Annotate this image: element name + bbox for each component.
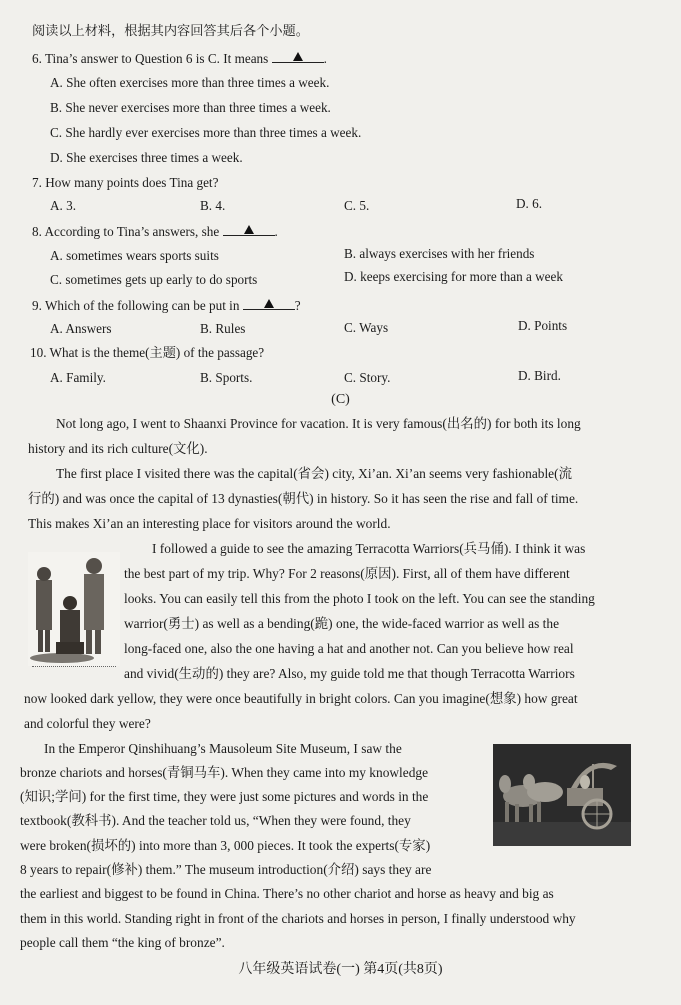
passage-line: the best part of my trip. Why? For 2 reasons(原因). First, all of them have different xyxy=(124,566,570,581)
option-9b: B. Rules xyxy=(200,321,246,336)
question-10-stem xyxy=(30,344,264,362)
passage-line: people call them “the king of bronze”. xyxy=(20,935,225,950)
triangle-icon xyxy=(264,299,274,308)
option-9d: D. Points xyxy=(518,318,568,333)
question-text: Which of the following can be put in xyxy=(44,298,240,313)
option-6d: D. She exercises three times a week. xyxy=(50,150,243,165)
passage-line: textbook(教科书). And the teacher told us, “When they were found, they xyxy=(20,813,411,828)
passage-line: long-faced one, also the one having a hat and another not. Can you believe how real xyxy=(124,641,574,656)
question-number: 6. xyxy=(32,51,42,66)
triangle-icon xyxy=(293,52,303,61)
passage-line: looks. You can easily tell this from the photo I took on the left. You can see the standing xyxy=(124,591,595,606)
option-8d: D. keeps exercising for more than a week xyxy=(344,269,563,284)
question-9-stem: 9. Which of the following can be put in ? xyxy=(32,298,301,313)
answer-blank xyxy=(223,222,275,236)
option-7d: D. 6. xyxy=(516,196,543,211)
option-8c: C. sometimes gets up early to do sports xyxy=(50,272,258,287)
option-10b: B. Sports. xyxy=(200,370,253,385)
question-number: 9. xyxy=(32,298,42,313)
option-6c: C. She hardly ever exercises more than three times a week. xyxy=(50,125,362,140)
passage-line: the earliest and biggest to be found in China. There’s no other chariot and horse as heavy and big as xyxy=(20,886,554,901)
passage-line: Not long ago, I went to Shaanxi Province for vacation. It is very famous(出名的) for both its long xyxy=(56,416,581,431)
section-heading: (C) xyxy=(331,392,350,407)
passage-line: (知识;学问) for the first time, they were just some pictures and words in the xyxy=(20,789,429,804)
option-8b: B. always exercises with her friends xyxy=(344,246,535,261)
passage-line: were broken(损坏的) into more than 3, 000 pieces. It took the experts(专家) xyxy=(20,838,431,853)
passage-line: now looked dark yellow, they were once beautifully in bright colors. Can you imagine(想象) how great xyxy=(24,691,578,706)
option-7c: C. 5. xyxy=(344,198,370,213)
question-text: What is the theme(主题) of the passage? xyxy=(49,345,265,360)
answer-blank xyxy=(272,49,324,63)
triangle-icon xyxy=(244,225,254,234)
terracotta-warriors-photo xyxy=(28,552,120,666)
option-6a: A. She often exercises more than three times a week. xyxy=(50,75,330,90)
passage-line: In the Emperor Qinshihuang’s Mausoleum Site Museum, I saw the xyxy=(44,741,402,756)
question-number: 10. xyxy=(30,345,47,360)
passage-line: I followed a guide to see the amazing Terracotta Warriors(兵马俑). I think it was xyxy=(152,541,586,556)
option-6b: B. She never exercises more than three times a week. xyxy=(50,100,331,115)
passage-line: history and its rich culture(文化). xyxy=(28,441,208,456)
instruction: 阅读以上材料，根据其内容回答其后各个小题。 xyxy=(32,23,309,38)
passage-line: 8 years to repair(修补) them.” The museum introduction(介绍) says they are xyxy=(20,862,432,877)
question-6-stem: 6. Tina’s answer to Question 6 is C. It means . xyxy=(32,51,327,66)
option-8a: A. sometimes wears sports suits xyxy=(50,248,219,263)
bronze-chariot-photo xyxy=(493,744,631,846)
question-number: 8. xyxy=(32,224,42,239)
page-footer: 八年级英语试卷(一) 第4页(共8页) xyxy=(238,962,443,977)
option-7b: B. 4. xyxy=(200,198,226,213)
passage-line: warrior(勇士) as well as a bending(跪) one, the wide-faced warrior as well as the xyxy=(124,616,560,631)
question-text: How many points does Tina get? xyxy=(45,175,219,190)
option-10d: D. Bird. xyxy=(518,368,561,383)
option-10c: C. Story. xyxy=(344,370,391,385)
option-9a: A. Answers xyxy=(50,321,112,336)
option-10a: A. Family. xyxy=(50,370,106,385)
passage-line: bronze chariots and horses(青铜马车). When they came into my knowledge xyxy=(20,765,429,780)
passage-line: and vivid(生动的) they are? Also, my guide told me that though Terracotta Warriors xyxy=(124,666,575,681)
option-7a: A. 3. xyxy=(50,198,77,213)
passage-line: The first place I visited there was the capital(省会) city, Xi’an. Xi’an seems very fashionable(流 xyxy=(56,466,572,481)
question-7-stem xyxy=(32,174,218,192)
passage-line: and colorful they were? xyxy=(24,716,151,731)
photo-caption-line xyxy=(32,666,116,667)
passage-line: them in this world. Standing right in front of the chariots and horses in person, I finally understood why xyxy=(20,911,576,926)
option-9c: C. Ways xyxy=(344,320,389,335)
passage-line: This makes Xi’an an interesting place for visitors around the world. xyxy=(28,516,391,531)
question-8-stem: 8. According to Tina’s answers, she . xyxy=(32,224,278,239)
question-number: 7. xyxy=(32,175,42,190)
question-text: According to Tina’s answers, she xyxy=(44,224,220,239)
answer-blank xyxy=(243,296,295,310)
question-text: Tina’s answer to Question 6 is C. It means xyxy=(44,51,269,66)
passage-line: 行的) and was once the capital of 13 dynasties(朝代) in history. So it has seen the rise and fall of time. xyxy=(28,491,579,506)
